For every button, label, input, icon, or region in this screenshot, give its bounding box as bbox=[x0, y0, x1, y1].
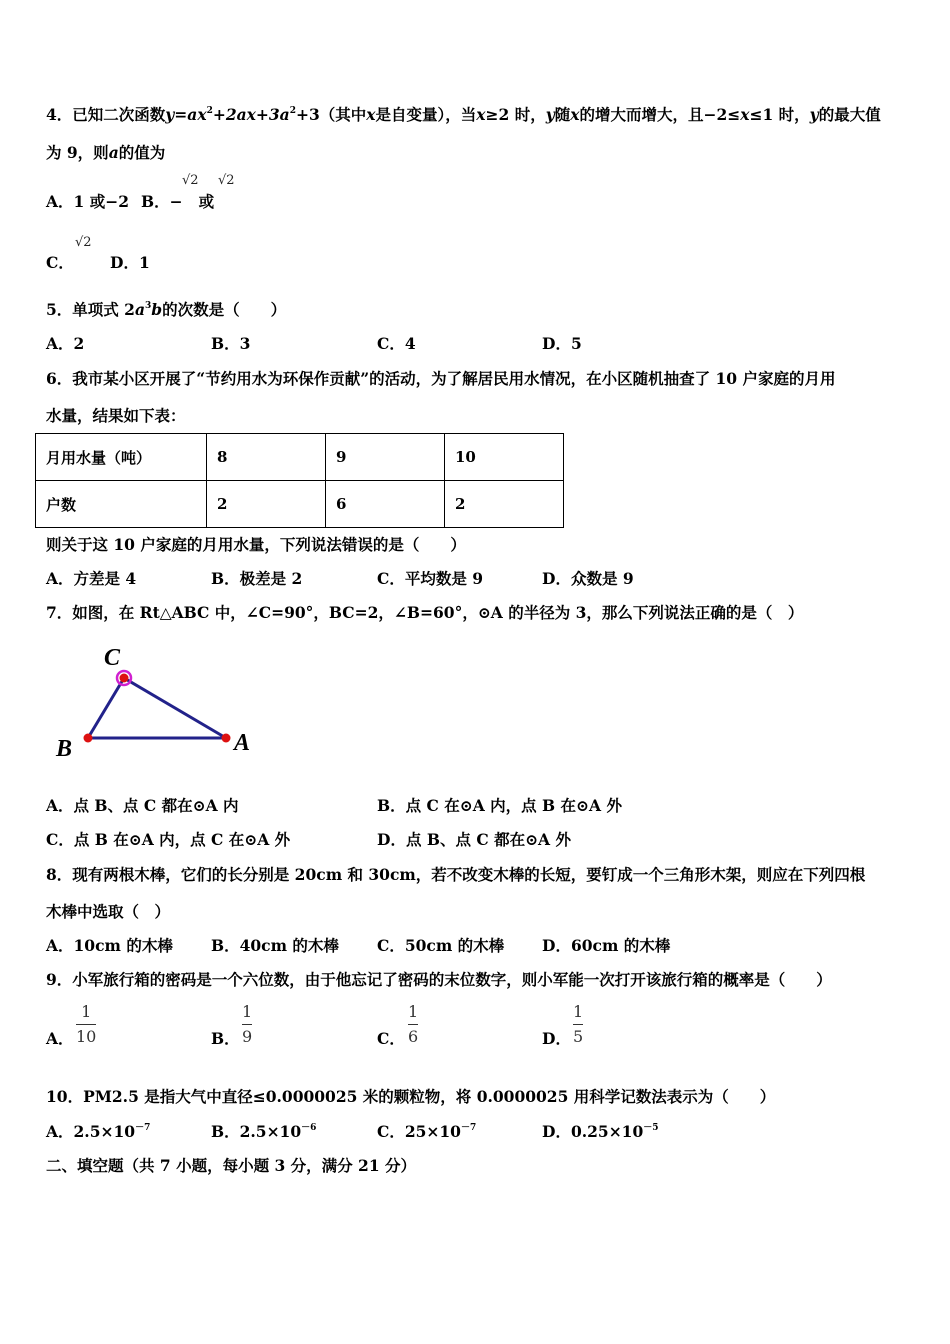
q8-option-c: C．50cm 的木棒 bbox=[377, 936, 505, 955]
q6-stem-line2: 水量，结果如下表： bbox=[46, 406, 186, 425]
q9-option-a-fraction: 1 10 bbox=[76, 1002, 97, 1046]
q9-option-c-fraction: 1 6 bbox=[408, 1002, 419, 1046]
q10-option-b: B．$2.5\times 10^{-6}$ bbox=[211, 1122, 317, 1141]
table-cell: 月用水量（吨） bbox=[36, 434, 207, 481]
section2-title: 二、填空题（共 7 小题，每小题 3 分，满分 21 分） bbox=[46, 1156, 417, 1175]
q4-b-sqrt2-first: √2 bbox=[182, 173, 199, 188]
q7-option-a: A．点 B、点 C 都在⊙A 内 bbox=[46, 796, 239, 815]
table-cell: 6 bbox=[326, 481, 445, 528]
q9-option-b-label: B． bbox=[211, 1029, 240, 1048]
q4-option-d: D．1 bbox=[110, 253, 150, 272]
q10-option-a: A．$2.5\times 10^{-7}$ bbox=[46, 1122, 151, 1141]
table-cell: 2 bbox=[207, 481, 326, 528]
q7-option-d: D．点 B、点 C 都在⊙A 外 bbox=[377, 830, 571, 849]
q9-option-d-label: D． bbox=[542, 1029, 571, 1048]
table-cell: 2 bbox=[445, 481, 564, 528]
q10-option-d: D．$0.25\times 10^{-5}$ bbox=[542, 1122, 659, 1141]
q5-option-d: D．5 bbox=[542, 334, 582, 353]
q6-option-c: C．平均数是 9 bbox=[377, 569, 484, 588]
q5-stem: 5．单项式 $2a^3b$的次数是（ ） bbox=[46, 300, 287, 319]
table-row bbox=[36, 481, 564, 528]
q10-stem: 10．PM2.5 是指大气中直径≤0.0000025 米的颗粒物，将 0.0000025 用科学记数法表示为（ ） bbox=[46, 1087, 776, 1106]
label-b: B bbox=[56, 736, 73, 762]
q4-option-c: C． bbox=[46, 253, 74, 272]
table-cell: 9 bbox=[326, 434, 445, 481]
q4-b-sqrt2-second: √2 bbox=[218, 173, 235, 188]
q7-stem: 7．如图，在 Rt△ABC 中，∠C=90°，BC=2，∠B=60°，⊙A 的半径为 3，那么下列说法正确的是（ ） bbox=[46, 603, 804, 622]
q6-water-table bbox=[35, 433, 564, 528]
q9-option-a-label: A． bbox=[46, 1029, 74, 1048]
q8-option-d: D．60cm 的木棒 bbox=[542, 936, 671, 955]
q7-option-c: C．点 B 在⊙A 内，点 C 在⊙A 外 bbox=[46, 830, 291, 849]
q8-option-b: B．40cm 的木棒 bbox=[211, 936, 339, 955]
q9-stem: 9．小军旅行箱的密码是一个六位数，由于他忘记了密码的末位数字，则小军能一次打开该旅行箱的概率是（ ） bbox=[46, 970, 832, 989]
segment-bc bbox=[88, 678, 124, 738]
q6-after-table: 则关于这 10 户家庭的月用水量，下列说法错误的是（ ） bbox=[46, 535, 466, 554]
point-b bbox=[84, 734, 93, 743]
q5-option-a: A．2 bbox=[46, 334, 85, 353]
q4-c-sqrt2: √2 bbox=[75, 235, 92, 250]
point-a bbox=[222, 734, 231, 743]
q9-option-c-label: C． bbox=[377, 1029, 405, 1048]
table-cell: 8 bbox=[207, 434, 326, 481]
q10-option-c: C．$25\times 10^{-7}$ bbox=[377, 1122, 477, 1141]
q7-option-b: B．点 C 在⊙A 内，点 B 在⊙A 外 bbox=[377, 796, 622, 815]
q4-option-a: A．1 或−2 bbox=[46, 192, 129, 211]
label-c: C bbox=[104, 645, 121, 671]
label-a: A bbox=[234, 730, 251, 756]
q6-option-d: D．众数是 9 bbox=[542, 569, 634, 588]
q6-option-b: B．极差是 2 bbox=[211, 569, 303, 588]
q4-stem-line1: 4．已知二次函数$y=ax^2+2ax+3a^2+3$（其中x是自变量），当x≥2 时，y随x的增大而增大，且−2≤x≤1 时，y的最大值 bbox=[46, 105, 881, 124]
q8-stem-line1: 8．现有两根木棒，它们的长分别是 20cm 和 30cm，若不改变木棒的长短，要钉成一个三角形木架，则应在下列四根 bbox=[46, 865, 866, 884]
q8-stem-line2: 木棒中选取（ ） bbox=[46, 902, 171, 921]
q8-option-a: A．10cm 的木棒 bbox=[46, 936, 173, 955]
segment-ca bbox=[124, 678, 226, 738]
point-c bbox=[120, 674, 129, 683]
table-cell: 10 bbox=[445, 434, 564, 481]
q9-option-d-fraction: 1 5 bbox=[573, 1002, 584, 1046]
q6-stem-line1: 6．我市某小区开展了“节约用水为环保作贡献”的活动，为了解居民用水情况，在小区随机抽查了 10 户家庭的月用 bbox=[46, 369, 836, 388]
table-cell: 户数 bbox=[36, 481, 207, 528]
table-row bbox=[36, 434, 564, 481]
q4-option-b: B．− 或 bbox=[141, 192, 215, 211]
q9-option-b-fraction: 1 9 bbox=[242, 1002, 253, 1046]
q4-stem-line2: 为 9，则a的值为 bbox=[46, 143, 166, 162]
q6-option-a: A．方差是 4 bbox=[46, 569, 137, 588]
q5-option-c: C．4 bbox=[377, 334, 416, 353]
q7-triangle-figure bbox=[50, 640, 270, 770]
q5-option-b: B．3 bbox=[211, 334, 251, 353]
